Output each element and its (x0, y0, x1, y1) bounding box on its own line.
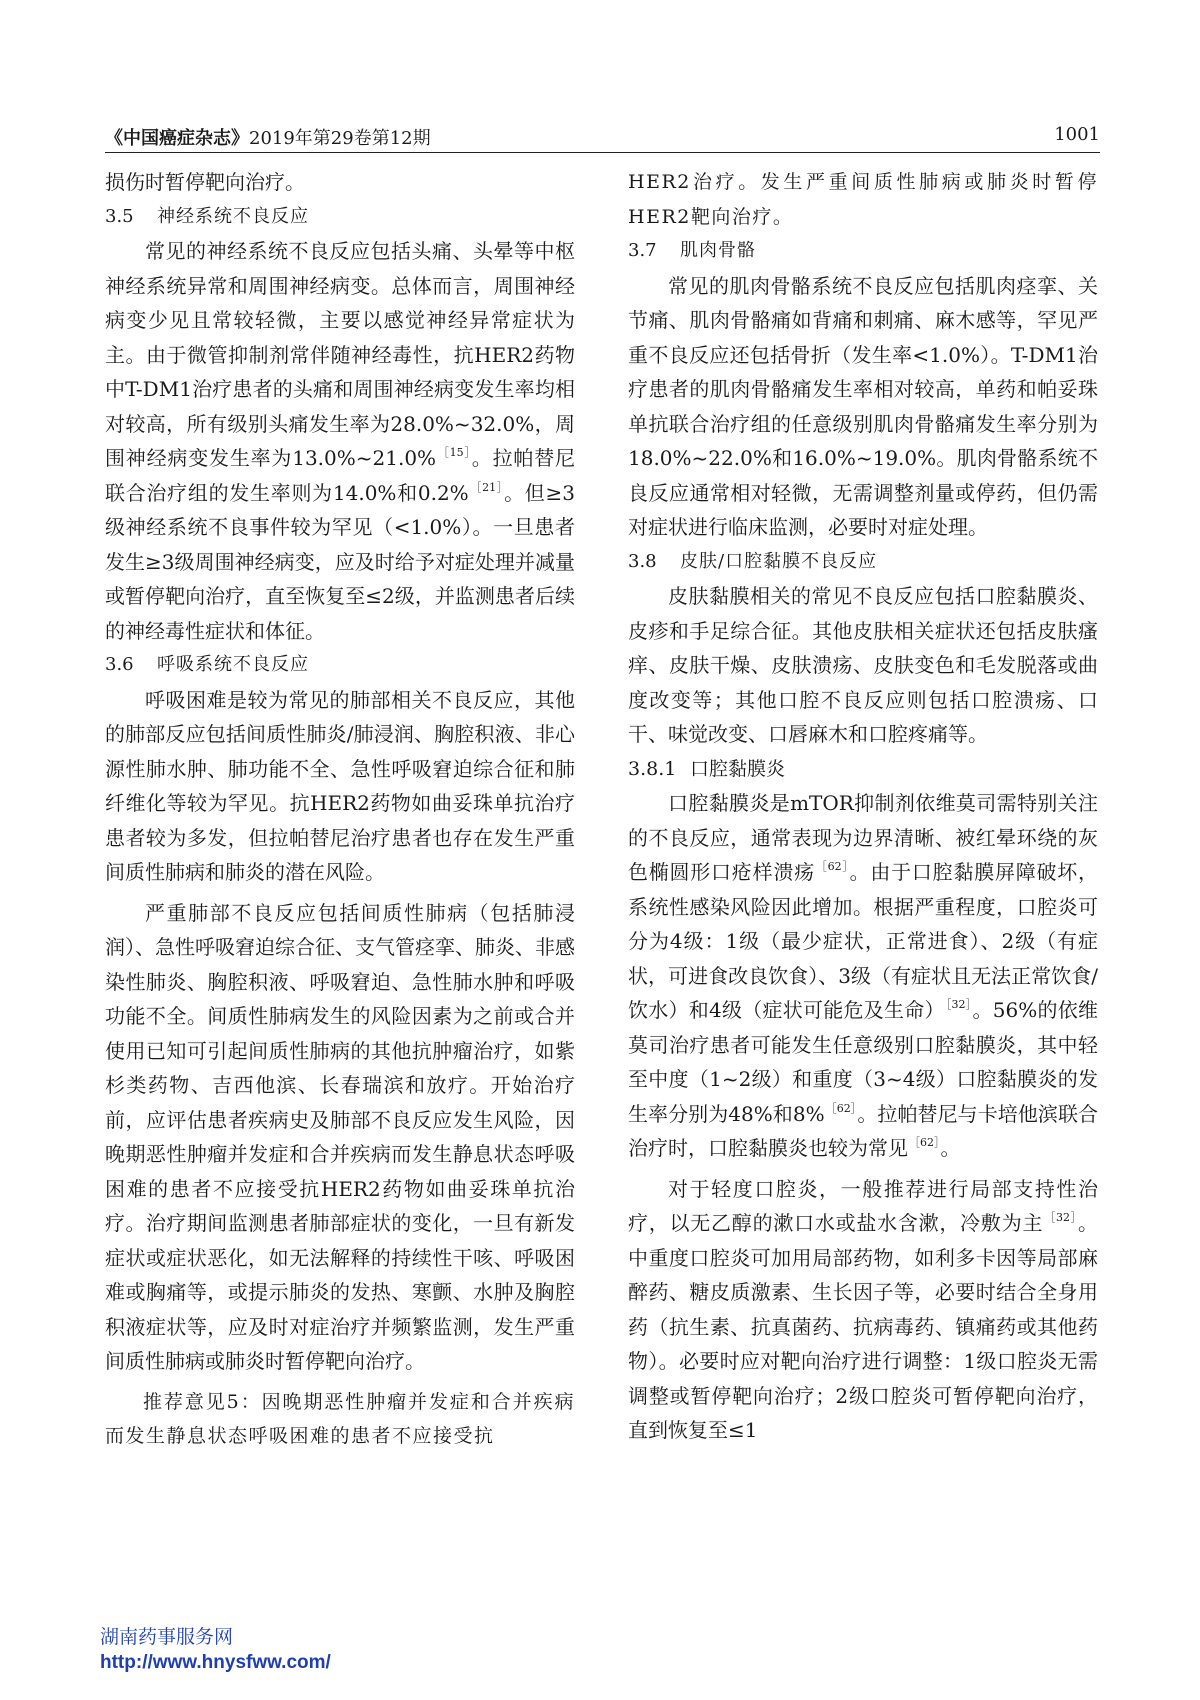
paragraph-oral-mucositis: 口腔黏膜炎是mTOR抑制剂依维莫司需特别关注的不良反应，通常表现为边界清晰、被红晕环绕的灰色椭圆形口疮样溃疡$^{[62]}$。由于口腔黏膜屏障破坏，系统性感染风险因此增加。根据严重程度，口腔炎可分为4级：1级（最少症状，正常进食）、2级（有症状，可进食改良饮食）、3级（有症状且无法正常饮食/饮水）和4级（症状可能危及生命）$^{[32]}$。56%的依维莫司治疗患者可能发生任意级别口腔黏膜炎，其中轻至中度（1~2级）和重度（3~4级）口腔黏膜炎的发生率分别为48%和8%$^{[62]}$。拉帕替尼与卡培他滨联合治疗时，口腔黏膜炎也较为常见$^{[62]}$。 (628, 791, 1099, 1160)
paragraph-neuro: 常见的神经系统不良反应包括头痛、头晕等中枢神经系统异常和周围神经病变。总体而言，周围神经病变少见且常较轻微，主要以感觉神经异常症状为主。由于微管抑制剂常伴随神经毒性，抗HER2药物中T-DM1治疗患者的头痛和周围神经病变发生率均相对较高，所有级别头痛发生率为28.0%~32.0%，周围神经病变发生率为13.0%~21.0%$^{[15]}$。拉帕替尼联合治疗组的发生率则为14.0%和0.2%$^{[21]}$。但≥3级神经系统不良事件较为罕见（<1.0%）。一旦患者发生≥3级周围神经病变，应及时给予对症处理并减量或暂停靶向治疗，直至恢复至≤2级，并监测患者后续的神经毒性症状和体征。 (105, 239, 576, 643)
section-heading-3-7: 3.7 肌肉骨骼 (628, 240, 756, 261)
watermark-footer (100, 1624, 331, 1676)
section-heading-3-8: 3.8 皮肤/口腔黏膜不良反应 (628, 550, 878, 572)
citation-ref: ［32］ (1044, 1211, 1077, 1224)
right-column (628, 165, 1098, 1448)
site-name: 湖南药事服务网 (100, 1626, 234, 1648)
paragraph-respiratory-1: 呼吸困难是较为常见的肺部相关不良反应，其他的肺部反应包括间质性肺炎/肺浸润、胸腔积液、非心源性肺水肿、肺功能不全、急性呼吸窘迫综合征和肺纤维化等较为罕见。抗HER2药物如曲妥珠单抗治疗患者较为多发，但拉帕替尼治疗患者也存在发生严重间质性肺病和肺炎的潜在风险。 (105, 687, 575, 884)
paragraph-skin-mucosa: 皮肤黏膜相关的常见不良反应包括口腔黏膜炎、皮疹和手足综合征。其他皮肤相关症状还包括皮肤瘙痒、皮肤干燥、皮肤溃疡、皮肤变色和毛发脱落或曲度改变等；其他口腔不良反应则包括口腔溃疡、口干、味觉改变、口唇麻木和口腔疼痛等。 (628, 584, 1098, 746)
site-url-link[interactable]: http://www.hnysfww.com/ (100, 1652, 331, 1673)
citation-ref: ［62］ (825, 1101, 857, 1115)
section-heading-3-6: 3.6 呼吸系统不良反应 (105, 654, 309, 675)
paragraph-musculoskeletal: 常见的肌肉骨骼系统不良反应包括肌肉痉挛、关节痛、肌肉骨骼痛如背痛和刺痛、麻木感等，罕见严重不良反应还包括骨折（发生率<1.0%）。T-DM1治疗患者的肌肉骨骼痛发生率相对较高，单药和帕妥珠单抗联合治疗组的任意级别肌肉骨骼痛发生率分别为18.0%~22.0%和16.0%~19.0%。肌肉骨骼系统不良反应通常相对轻微，无需调整剂量或停药，但仍需对症状进行临床监测，必要时对症处理。 (628, 273, 1098, 539)
citation-ref: ［62］ (815, 860, 849, 873)
citation-ref: ［62］ (909, 1136, 940, 1149)
section-heading-3-5: 3.5 神经系统不良反应 (105, 205, 309, 227)
journal-name: 《中国癌症杂志》 (105, 128, 249, 149)
section-heading-3-8-1: 3.8.1 口腔黏膜炎 (628, 757, 786, 780)
journal-citation (105, 124, 431, 150)
recommendation-5-continued: HER2治疗。发生严重间质性肺病或肺炎时暂停HER2靶向治疗。 (628, 171, 1098, 228)
citation-ref: ［32］ (945, 998, 972, 1011)
citation-ref: ［15］ (437, 446, 471, 459)
page-number: 1001 (1054, 124, 1100, 145)
paragraph-mild-stomatitis: 对于轻度口腔炎，一般推荐进行局部支持性治疗，以无乙醇的漱口水或盐水含漱，冷敷为主$^{[32]}$。中重度口腔炎可加用局部药物，如利多卡因等局部麻醉药、糖皮质激素、生长因子等，必要时结合全身用药（抗生素、抗真菌药、抗病毒药、镇痛药或其他药物）。必要时应对靶向治疗进行调整：1级口腔炎无需调整或暂停靶向治疗；2级口腔炎可暂停靶向治疗，直到恢复至≤1 (628, 1176, 1098, 1442)
citation-ref: ［21］ (469, 480, 504, 494)
left-column (105, 165, 575, 1454)
running-header (105, 120, 1100, 153)
paragraph-continued: 损伤时暂停靶向治疗。 (105, 170, 305, 194)
paragraph-respiratory-2: 严重肺部不良反应包括间质性肺病（包括肺浸润）、急性呼吸窘迫综合征、支气管痉挛、肺炎、非感染性肺炎、胸腔积液、呼吸窘迫、急性肺水肿和呼吸功能不全。间质性肺病发生的风险因素为之前或合并使用已知可引起间质性肺病的其他抗肿瘤治疗，如紫杉类药物、吉西他滨、长春瑞滨和放疗。开始治疗前，应评估患者疾病史及肺部不良反应发生风险，因晚期恶性肿瘤并发症和合并疾病而发生静息状态呼吸困难的患者不应接受抗HER2药物如曲妥珠单抗治疗。治疗期间监测患者肺部症状的变化，一旦有新发症状或症状恶化，如无法解释的持续性干咳、呼吸困难或胸痛等，或提示肺炎的发热、寒颤、水肿及胸腔积液症状等，应及时对症治疗并频繁监测，发生严重间质性肺病或肺炎时暂停靶向治疗。 (105, 900, 575, 1373)
journal-issue: 2019年第29卷第12期 (249, 128, 431, 149)
recommendation-5: 推荐意见5：因晚期恶性肿瘤并发症和合并疾病而发生静息状态呼吸困难的患者不应接受抗 (105, 1390, 575, 1447)
